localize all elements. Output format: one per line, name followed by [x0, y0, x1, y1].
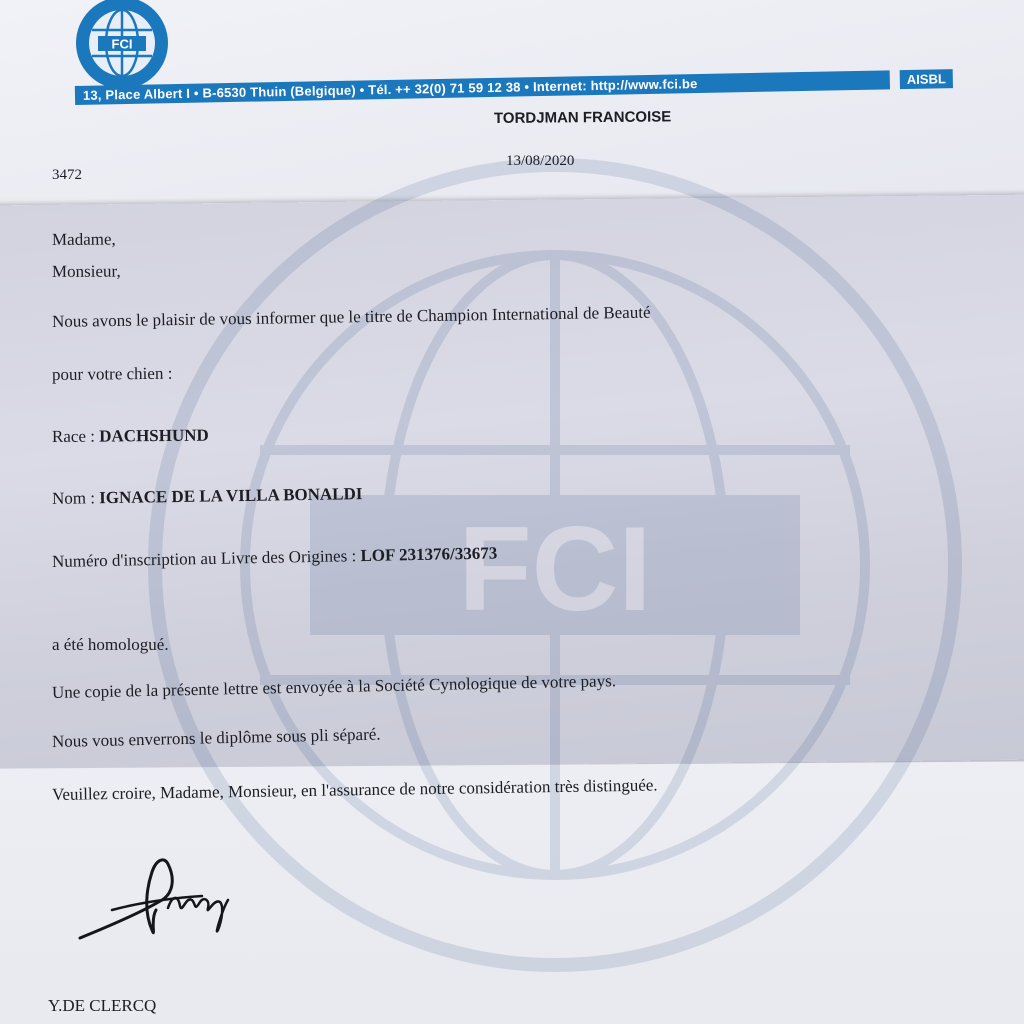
svg-text:FCI: FCI: [111, 36, 133, 52]
svg-text:FCI: FCI: [458, 502, 652, 636]
registry-value: LOF 231376/33673: [360, 543, 498, 566]
reference-number: 3472: [52, 167, 82, 183]
race-field: [52, 426, 209, 447]
copy-notice-line-1: Une copie de la présente lettre est envoyée à la Société Cynologique de votre pays.: [51, 671, 617, 702]
closing-formula: Veuillez croire, Madame, Monsieur, en l'assurance de notre considération très distinguée.: [51, 775, 658, 804]
salutation-monsieur: Monsieur,: [51, 261, 121, 281]
copy-notice-line-2: Nous vous enverrons le diplôme sous pli séparé.: [51, 724, 381, 751]
intro-line-2: pour votre chien :: [51, 363, 173, 384]
salutation-madame: Madame,: [51, 229, 116, 249]
intro-line-1: Nous avons le plaisir de vous informer que le titre de Champion International de Beauté: [51, 302, 651, 331]
signer-name: Y.DE CLERCQ: [48, 996, 157, 1015]
aisbl-badge: AISBL: [900, 69, 953, 89]
registry-label: Numéro d'inscription au Livre des Origines :: [51, 546, 361, 571]
fci-globe-logo-icon: [72, 0, 172, 90]
letterhead-bar: [75, 65, 955, 112]
race-value: DACHSHUND: [99, 425, 209, 446]
name-label: Nom :: [51, 488, 100, 508]
race-label: Race :: [51, 426, 100, 446]
handwritten-signature-icon: [72, 850, 252, 950]
homologated-statement: a été homologué.: [52, 635, 169, 654]
letter-date: 13/08/2020: [506, 153, 575, 169]
letterhead-address: 13, Place Albert I • B-6530 Thuin (Belgique) • Tél. ++ 32(0) 71 59 12 38 • Internet: http://www.fci.be: [75, 70, 890, 105]
recipient-name: TORDJMAN FRANCOISE: [493, 108, 672, 127]
name-value: IGNACE DE LA VILLA BONALDI: [99, 484, 363, 508]
